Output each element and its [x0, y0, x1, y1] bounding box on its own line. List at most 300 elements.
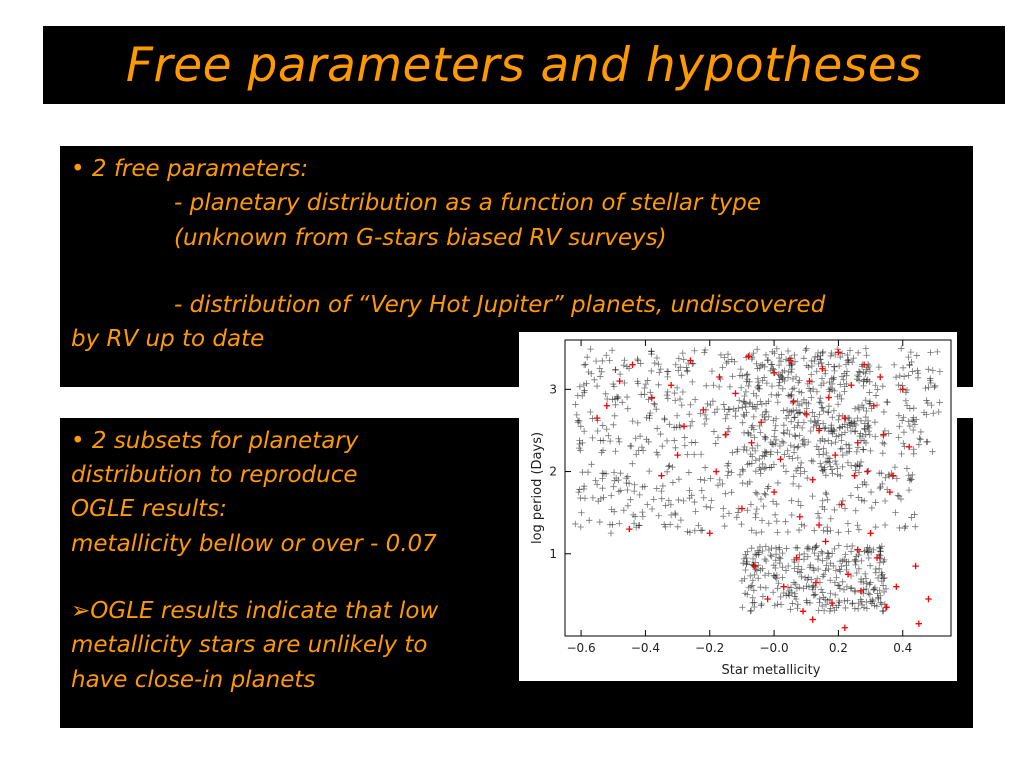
data-point	[872, 419, 878, 425]
data-point-red	[867, 530, 873, 536]
data-point	[923, 439, 929, 445]
data-point	[659, 495, 665, 501]
data-point	[681, 356, 687, 362]
data-point	[655, 382, 661, 388]
data-point	[794, 444, 800, 450]
data-point	[638, 391, 644, 397]
data-point	[716, 384, 722, 390]
data-point	[761, 465, 767, 471]
data-point	[826, 403, 832, 409]
x-tick-label: −0.4	[630, 641, 660, 655]
data-point-red	[809, 477, 815, 483]
data-point	[664, 389, 670, 395]
data-point	[572, 521, 578, 527]
data-point	[599, 358, 605, 364]
data-point	[759, 461, 765, 467]
data-point	[782, 518, 788, 524]
box2-line-3: OGLE results:	[71, 496, 227, 522]
data-point	[610, 422, 616, 428]
data-point	[927, 349, 933, 355]
data-point	[791, 352, 797, 358]
data-point	[770, 589, 776, 595]
data-point	[635, 420, 641, 426]
data-point	[850, 355, 856, 361]
data-point	[858, 558, 864, 564]
data-point	[710, 382, 716, 388]
data-point	[862, 571, 868, 577]
data-point	[577, 495, 583, 501]
data-point	[907, 405, 913, 411]
data-point	[732, 413, 738, 419]
data-point	[801, 551, 807, 557]
data-point	[735, 405, 741, 411]
data-point	[849, 543, 855, 549]
data-point	[908, 476, 914, 482]
data-point	[871, 586, 877, 592]
data-point	[726, 510, 732, 516]
data-point	[722, 523, 728, 529]
data-point	[912, 524, 918, 530]
data-point	[814, 389, 820, 395]
data-point	[774, 529, 780, 535]
data-point	[631, 488, 637, 494]
data-point	[844, 543, 850, 549]
data-point	[881, 441, 887, 447]
data-point	[795, 419, 801, 425]
data-point	[578, 423, 584, 429]
data-point	[866, 389, 872, 395]
data-point	[825, 409, 831, 415]
data-point	[584, 354, 590, 360]
data-point	[914, 352, 920, 358]
data-point	[849, 585, 855, 591]
data-point	[775, 480, 781, 486]
data-point	[832, 592, 838, 598]
data-point	[672, 445, 678, 451]
data-point	[639, 509, 645, 515]
data-point-red	[800, 608, 806, 614]
data-point	[818, 400, 824, 406]
data-point	[597, 519, 603, 525]
data-point	[649, 506, 655, 512]
data-point	[905, 372, 911, 378]
data-point	[626, 480, 632, 486]
data-point	[788, 442, 794, 448]
data-point	[748, 501, 754, 507]
data-point	[864, 605, 870, 611]
data-point	[827, 528, 833, 534]
box1-line-5: by RV up to date	[71, 326, 265, 352]
data-point	[664, 438, 670, 444]
data-point	[654, 485, 660, 491]
data-point	[719, 364, 725, 370]
data-point	[937, 368, 943, 374]
data-point	[898, 345, 904, 351]
data-point	[780, 463, 786, 469]
data-point	[678, 372, 684, 378]
data-point	[630, 418, 636, 424]
data-point	[857, 369, 863, 375]
data-point	[789, 589, 795, 595]
data-point	[739, 480, 745, 486]
data-point-red	[822, 538, 828, 544]
data-point	[576, 418, 582, 424]
data-point	[829, 466, 835, 472]
data-point	[843, 441, 849, 447]
data-point	[802, 347, 808, 353]
data-point	[607, 438, 613, 444]
data-point	[634, 356, 640, 362]
data-point	[789, 512, 795, 518]
data-point	[609, 521, 615, 527]
data-point	[808, 394, 814, 400]
data-point	[820, 527, 826, 533]
data-point	[738, 366, 744, 372]
data-point	[654, 425, 660, 431]
data-point	[854, 484, 860, 490]
data-point	[805, 364, 811, 370]
data-point	[796, 527, 802, 533]
data-point	[661, 415, 667, 421]
data-point	[668, 512, 674, 518]
data-point	[715, 434, 721, 440]
data-point	[824, 497, 830, 503]
data-point-red	[674, 452, 680, 458]
data-point	[789, 600, 795, 606]
data-point	[854, 522, 860, 528]
data-point	[777, 560, 783, 566]
data-point	[575, 419, 581, 425]
data-point	[853, 508, 859, 514]
data-point	[865, 468, 871, 474]
data-point	[604, 426, 610, 432]
data-point-red	[912, 563, 918, 569]
data-point	[691, 451, 697, 457]
data-point	[741, 447, 747, 453]
data-point	[684, 367, 690, 373]
data-point	[664, 374, 670, 380]
data-point	[918, 429, 924, 435]
box1-line-2: - planetary distribution as a function of stellar type	[174, 190, 762, 216]
data-point	[725, 351, 731, 357]
data-point	[740, 468, 746, 474]
data-point	[741, 393, 747, 399]
data-point	[658, 488, 664, 494]
data-point	[908, 514, 914, 520]
data-point	[896, 423, 902, 429]
data-point	[781, 440, 787, 446]
data-point	[856, 469, 862, 475]
data-point	[780, 386, 786, 392]
data-point	[852, 405, 858, 411]
data-point	[792, 414, 798, 420]
data-point	[680, 389, 686, 395]
data-point	[754, 506, 760, 512]
data-point	[873, 524, 879, 530]
data-point	[796, 402, 802, 408]
slide-title: Free parameters and hypotheses	[125, 37, 923, 93]
data-point	[603, 352, 609, 358]
data-point	[815, 566, 821, 572]
data-point	[845, 520, 851, 526]
data-point	[839, 464, 845, 470]
data-point	[849, 601, 855, 607]
data-point	[697, 476, 703, 482]
data-point	[795, 455, 801, 461]
data-point	[683, 364, 689, 370]
data-point	[720, 513, 726, 519]
data-point	[795, 601, 801, 607]
data-point	[793, 468, 799, 474]
data-point	[659, 443, 665, 449]
data-point	[621, 357, 627, 363]
data-point-red	[893, 583, 899, 589]
data-point	[779, 564, 785, 570]
data-point-red	[925, 596, 931, 602]
data-point	[823, 601, 829, 607]
data-point	[617, 470, 623, 476]
data-point	[599, 475, 605, 481]
data-point	[777, 555, 783, 561]
data-point	[900, 440, 906, 446]
data-point	[923, 397, 929, 403]
data-point	[842, 505, 848, 511]
data-point	[791, 424, 797, 430]
data-point	[833, 574, 839, 580]
data-point	[581, 428, 587, 434]
data-point	[814, 368, 820, 374]
data-point	[593, 358, 599, 364]
data-point	[677, 396, 683, 402]
data-point	[839, 579, 845, 585]
data-point	[728, 469, 734, 475]
data-point	[753, 457, 759, 463]
data-point	[692, 508, 698, 514]
data-point	[824, 550, 830, 556]
data-point	[820, 451, 826, 457]
data-point	[635, 358, 641, 364]
data-point	[897, 373, 903, 379]
data-point	[588, 461, 594, 467]
data-point	[774, 392, 780, 398]
data-point	[612, 367, 618, 373]
data-point	[783, 356, 789, 362]
data-point	[625, 406, 631, 412]
data-point	[582, 361, 588, 367]
data-point	[855, 350, 861, 356]
metallicity-period-chart	[519, 332, 957, 681]
data-point-red	[707, 530, 713, 536]
data-point	[616, 520, 622, 526]
data-point	[781, 422, 787, 428]
data-point	[854, 372, 860, 378]
data-point	[856, 526, 862, 532]
data-point-red	[781, 583, 787, 589]
data-point	[656, 369, 662, 375]
data-point	[835, 529, 841, 535]
data-point	[778, 601, 784, 607]
data-point	[840, 498, 846, 504]
data-point	[647, 389, 653, 395]
data-point	[783, 468, 789, 474]
data-point	[790, 481, 796, 487]
data-point	[906, 487, 912, 493]
data-point	[836, 363, 842, 369]
data-point	[692, 396, 698, 402]
data-point	[815, 556, 821, 562]
data-point	[773, 545, 779, 551]
data-point	[811, 592, 817, 598]
data-point	[763, 585, 769, 591]
data-point	[597, 373, 603, 379]
data-point	[612, 413, 618, 419]
data-point	[854, 449, 860, 455]
data-point	[772, 602, 778, 608]
data-point	[621, 362, 627, 368]
data-point	[758, 496, 764, 502]
data-point	[728, 489, 734, 495]
data-point	[827, 590, 833, 596]
data-point-red	[771, 489, 777, 495]
data-point	[787, 409, 793, 415]
data-point	[877, 484, 883, 490]
data-point	[704, 401, 710, 407]
data-point	[909, 368, 915, 374]
x-tick-label: −0.6	[566, 641, 596, 655]
data-point	[722, 416, 728, 422]
points-layer	[572, 345, 943, 631]
data-point	[900, 365, 906, 371]
data-point	[644, 501, 650, 507]
data-point	[823, 450, 829, 456]
data-point	[643, 381, 649, 387]
data-point	[789, 455, 795, 461]
data-point-red	[700, 407, 706, 413]
data-point	[836, 413, 842, 419]
data-point	[830, 376, 836, 382]
data-point	[829, 470, 835, 476]
title-bar	[43, 26, 1005, 104]
data-point	[687, 402, 693, 408]
data-point	[637, 492, 643, 498]
data-point	[703, 383, 709, 389]
data-point	[868, 489, 874, 495]
data-point	[625, 473, 631, 479]
data-point	[833, 461, 839, 467]
data-point	[873, 392, 879, 398]
data-point	[804, 362, 810, 368]
data-point	[671, 437, 677, 443]
data-point	[874, 402, 880, 408]
data-point	[599, 485, 605, 491]
data-point	[787, 606, 793, 612]
data-point-red	[777, 456, 783, 462]
data-point	[743, 389, 749, 395]
data-point	[579, 469, 585, 475]
data-point	[742, 567, 748, 573]
data-point	[759, 401, 765, 407]
data-point	[912, 421, 918, 427]
box1-line-4: - distribution of “Very Hot Jupiter” planets, undiscovered	[174, 292, 826, 318]
data-point	[686, 469, 692, 475]
data-point	[816, 515, 822, 521]
data-point	[627, 496, 633, 502]
data-point	[882, 522, 888, 528]
data-point	[660, 483, 666, 489]
data-point	[664, 392, 670, 398]
data-point-red	[880, 431, 886, 437]
data-point	[747, 608, 753, 614]
data-point	[771, 433, 777, 439]
data-point	[664, 469, 670, 475]
data-point	[801, 436, 807, 442]
data-point	[745, 383, 751, 389]
data-point	[665, 368, 671, 374]
data-point	[814, 575, 820, 581]
data-point	[828, 385, 834, 391]
data-point	[907, 423, 913, 429]
data-point	[748, 545, 754, 551]
data-point	[775, 399, 781, 405]
data-point	[869, 505, 875, 511]
data-point-red	[668, 382, 674, 388]
data-point	[801, 419, 807, 425]
data-point	[828, 353, 834, 359]
data-point	[722, 490, 728, 496]
data-point	[758, 602, 764, 608]
data-point	[786, 588, 792, 594]
data-point-red	[916, 620, 922, 626]
data-point	[881, 409, 887, 415]
data-point	[729, 373, 735, 379]
data-point	[757, 398, 763, 404]
data-point	[606, 357, 612, 363]
data-point	[656, 513, 662, 519]
data-point	[697, 410, 703, 416]
data-point	[727, 406, 733, 412]
scatter-plot	[519, 332, 957, 681]
x-tick-label: 0.2	[828, 641, 848, 655]
data-point	[753, 489, 759, 495]
data-point	[818, 586, 824, 592]
data-point	[895, 492, 901, 498]
data-point	[827, 463, 833, 469]
data-point	[785, 529, 791, 535]
data-point-red	[681, 423, 687, 429]
data-point	[575, 392, 581, 398]
data-point	[824, 524, 830, 530]
data-point	[772, 427, 778, 433]
data-point-red	[826, 394, 832, 400]
data-point	[827, 608, 833, 614]
data-point	[795, 465, 801, 471]
data-point-red	[832, 452, 838, 458]
data-point	[754, 491, 760, 497]
data-point	[776, 379, 782, 385]
data-point	[794, 605, 800, 611]
data-point	[817, 395, 823, 401]
data-point	[725, 472, 731, 478]
data-point	[822, 567, 828, 573]
data-point	[927, 375, 933, 381]
data-point	[592, 477, 598, 483]
data-point	[785, 374, 791, 380]
data-point	[662, 502, 668, 508]
data-point	[680, 498, 686, 504]
data-point	[867, 563, 873, 569]
data-point	[785, 348, 791, 354]
data-point	[820, 573, 826, 579]
